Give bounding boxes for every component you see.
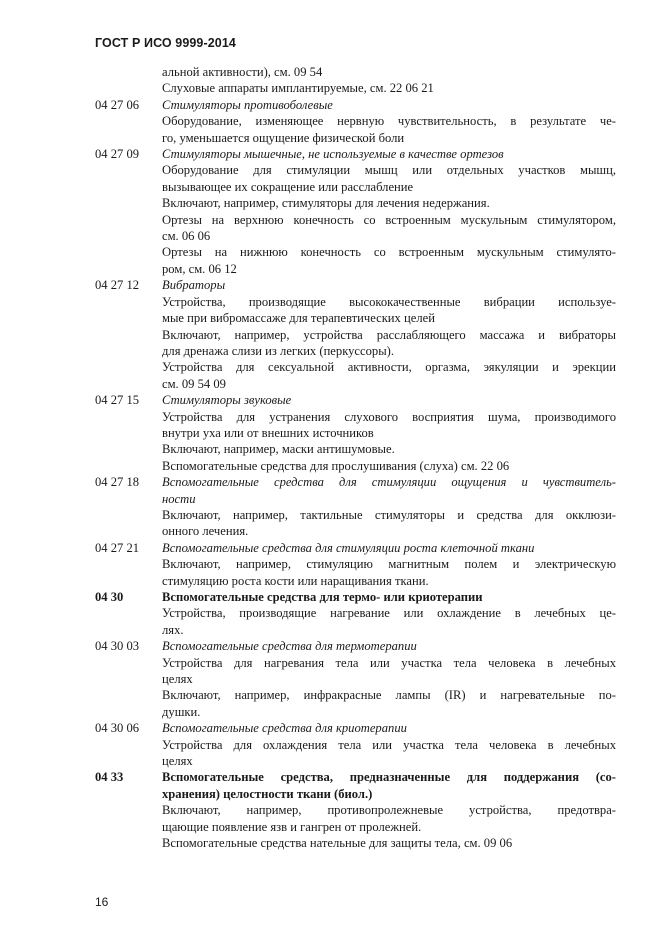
entry-body <box>162 392 616 474</box>
entry-text: целях <box>162 754 193 769</box>
entry-text: го, уменьшается ощущение физической боли <box>162 130 405 145</box>
classification-entry <box>95 64 616 97</box>
entry-code: 04 27 09 <box>95 147 140 162</box>
entry-text: внутри уха или от внешних источников <box>162 425 374 440</box>
entry-body <box>162 638 616 720</box>
entry-text: альной активности), см. 09 54 <box>162 65 323 79</box>
entry-title: ности <box>162 491 196 506</box>
entry-body <box>162 474 616 540</box>
entry-code: 04 27 12 <box>95 278 140 293</box>
entry-code: 04 30 03 <box>95 639 140 654</box>
entry-text: Включают, например, инфракрасные лампы (IR) и нагревательные по- <box>162 688 616 703</box>
entry-text: Включают, например, стимуляцию магнитным полем и электрическую <box>162 557 616 572</box>
entry-text: Вспомогательные средства для прослушивания (слуха) см. 22 06 <box>162 458 510 473</box>
entry-code: 04 30 06 <box>95 721 140 736</box>
classification-entry <box>95 392 616 474</box>
entry-text: Устройства для нагревания тела или участка тела человека в лечебных <box>162 655 616 670</box>
classification-entry <box>95 146 616 277</box>
entry-text: см. 06 06 <box>162 229 211 244</box>
entry-text: вызывающее их сокращение или расслабление <box>162 179 414 194</box>
entry-text: Оборудование для стимуляции мышц или отдельных участков мышц, <box>162 163 616 178</box>
entry-text: Включают, например, противопролежневые устройства, предотвра- <box>162 803 616 818</box>
entry-text: Устройства, производящие нагревание или охлаждение в лечебных це- <box>162 606 616 621</box>
entry-title: Вспомогательные средства для термотерапии <box>162 639 417 654</box>
entry-code: 04 27 06 <box>95 97 140 112</box>
section-title: хранения) целостности ткани (биол.) <box>162 786 373 801</box>
classification-entry <box>95 540 616 589</box>
classification-list <box>95 64 616 852</box>
entry-text: Ортезы на верхнюю конечность со встроенным мускульным стимулятором, <box>162 212 616 227</box>
entry-body <box>162 720 616 769</box>
entry-code: 04 27 15 <box>95 393 140 408</box>
entry-title: Вибраторы <box>162 278 226 293</box>
entry-text: Включают, например, маски антишумовые. <box>162 442 395 457</box>
entry-title: Стимуляторы звуковые <box>162 393 292 408</box>
entry-code: 04 33 <box>95 770 124 785</box>
entry-title: Вспомогательные средства для криотерапии <box>162 721 407 736</box>
entry-body <box>162 97 616 146</box>
entry-title: Вспомогательные средства для стимуляции ощущения и чувствитель- <box>162 475 616 490</box>
entry-body <box>162 146 616 277</box>
entry-text: Устройства для охлаждения тела или участка тела человека в лечебных <box>162 737 616 752</box>
entry-text: Включают, например, тактильные стимуляторы и средства для окклюзи- <box>162 507 616 522</box>
entry-text: Вспомогательные средства нательные для защиты тела, см. 09 06 <box>162 836 513 851</box>
entry-text: стимуляцию роста кости или наращивания ткани. <box>162 573 429 588</box>
entry-title: Стимуляторы мышечные, не используемые в качестве ортезов <box>162 147 504 162</box>
entry-text: щающие появление язв и гангрен от пролежней. <box>162 819 422 834</box>
entry-title: Стимуляторы противоболевые <box>162 97 333 112</box>
entry-code <box>95 64 162 97</box>
entry-code: 04 27 21 <box>95 540 140 555</box>
section-title: Вспомогательные средства, предназначенные для поддержания (со- <box>162 770 616 785</box>
classification-entry <box>95 474 616 540</box>
entry-text: Устройства для устранения слухового восприятия шума, производимого <box>162 409 616 424</box>
entry-text: для дренажа слизи из легких (перкуссоры). <box>162 343 395 358</box>
entry-body <box>162 769 616 851</box>
entry-text: онного лечения. <box>162 524 249 539</box>
entry-text: Включают, например, устройства расслабляющего массажа и вибраторы <box>162 327 616 342</box>
entry-text: ром, см. 06 12 <box>162 261 237 276</box>
entry-body <box>162 277 616 392</box>
section-title: Вспомогательные средства для термо- или криотерапии <box>162 590 483 604</box>
entry-text: Устройства для сексуальной активности, оргазма, эякуляции и эрекции <box>162 360 616 375</box>
entry-text: см. 09 54 09 <box>162 376 226 391</box>
entry-body <box>162 589 616 638</box>
entry-text: Включают, например, стимуляторы для лечения недержания. <box>162 196 490 211</box>
entry-code: 04 30 <box>95 590 124 604</box>
classification-entry <box>95 589 616 638</box>
page-number: 16 <box>95 895 109 909</box>
document-header: ГОСТ Р ИСО 9999-2014 <box>95 36 236 50</box>
classification-entry <box>95 277 616 392</box>
classification-entry <box>95 769 616 851</box>
entry-body <box>162 540 616 589</box>
entry-body <box>162 64 616 97</box>
classification-entry <box>95 97 616 146</box>
entry-text: Ортезы на нижнюю конечность со встроенным мускульным стимулято- <box>162 245 616 260</box>
entry-text: Оборудование, изменяющее нервную чувствительность, в результате че- <box>162 114 616 129</box>
entry-text: Слуховые аппараты имплантируемые, см. 22 06 21 <box>162 81 434 96</box>
entry-text: целях <box>162 672 193 687</box>
entry-title: Вспомогательные средства для стимуляции роста клеточной ткани <box>162 540 535 555</box>
classification-entry <box>95 638 616 720</box>
entry-text: душки. <box>162 704 201 719</box>
classification-entry <box>95 720 616 769</box>
entry-text: мые при вибромассаже для терапевтических целей <box>162 311 435 326</box>
entry-code: 04 27 18 <box>95 475 140 490</box>
entry-text: лях. <box>162 622 184 637</box>
entry-text: Устройства, производящие высококачественные вибрации используе- <box>162 294 616 309</box>
